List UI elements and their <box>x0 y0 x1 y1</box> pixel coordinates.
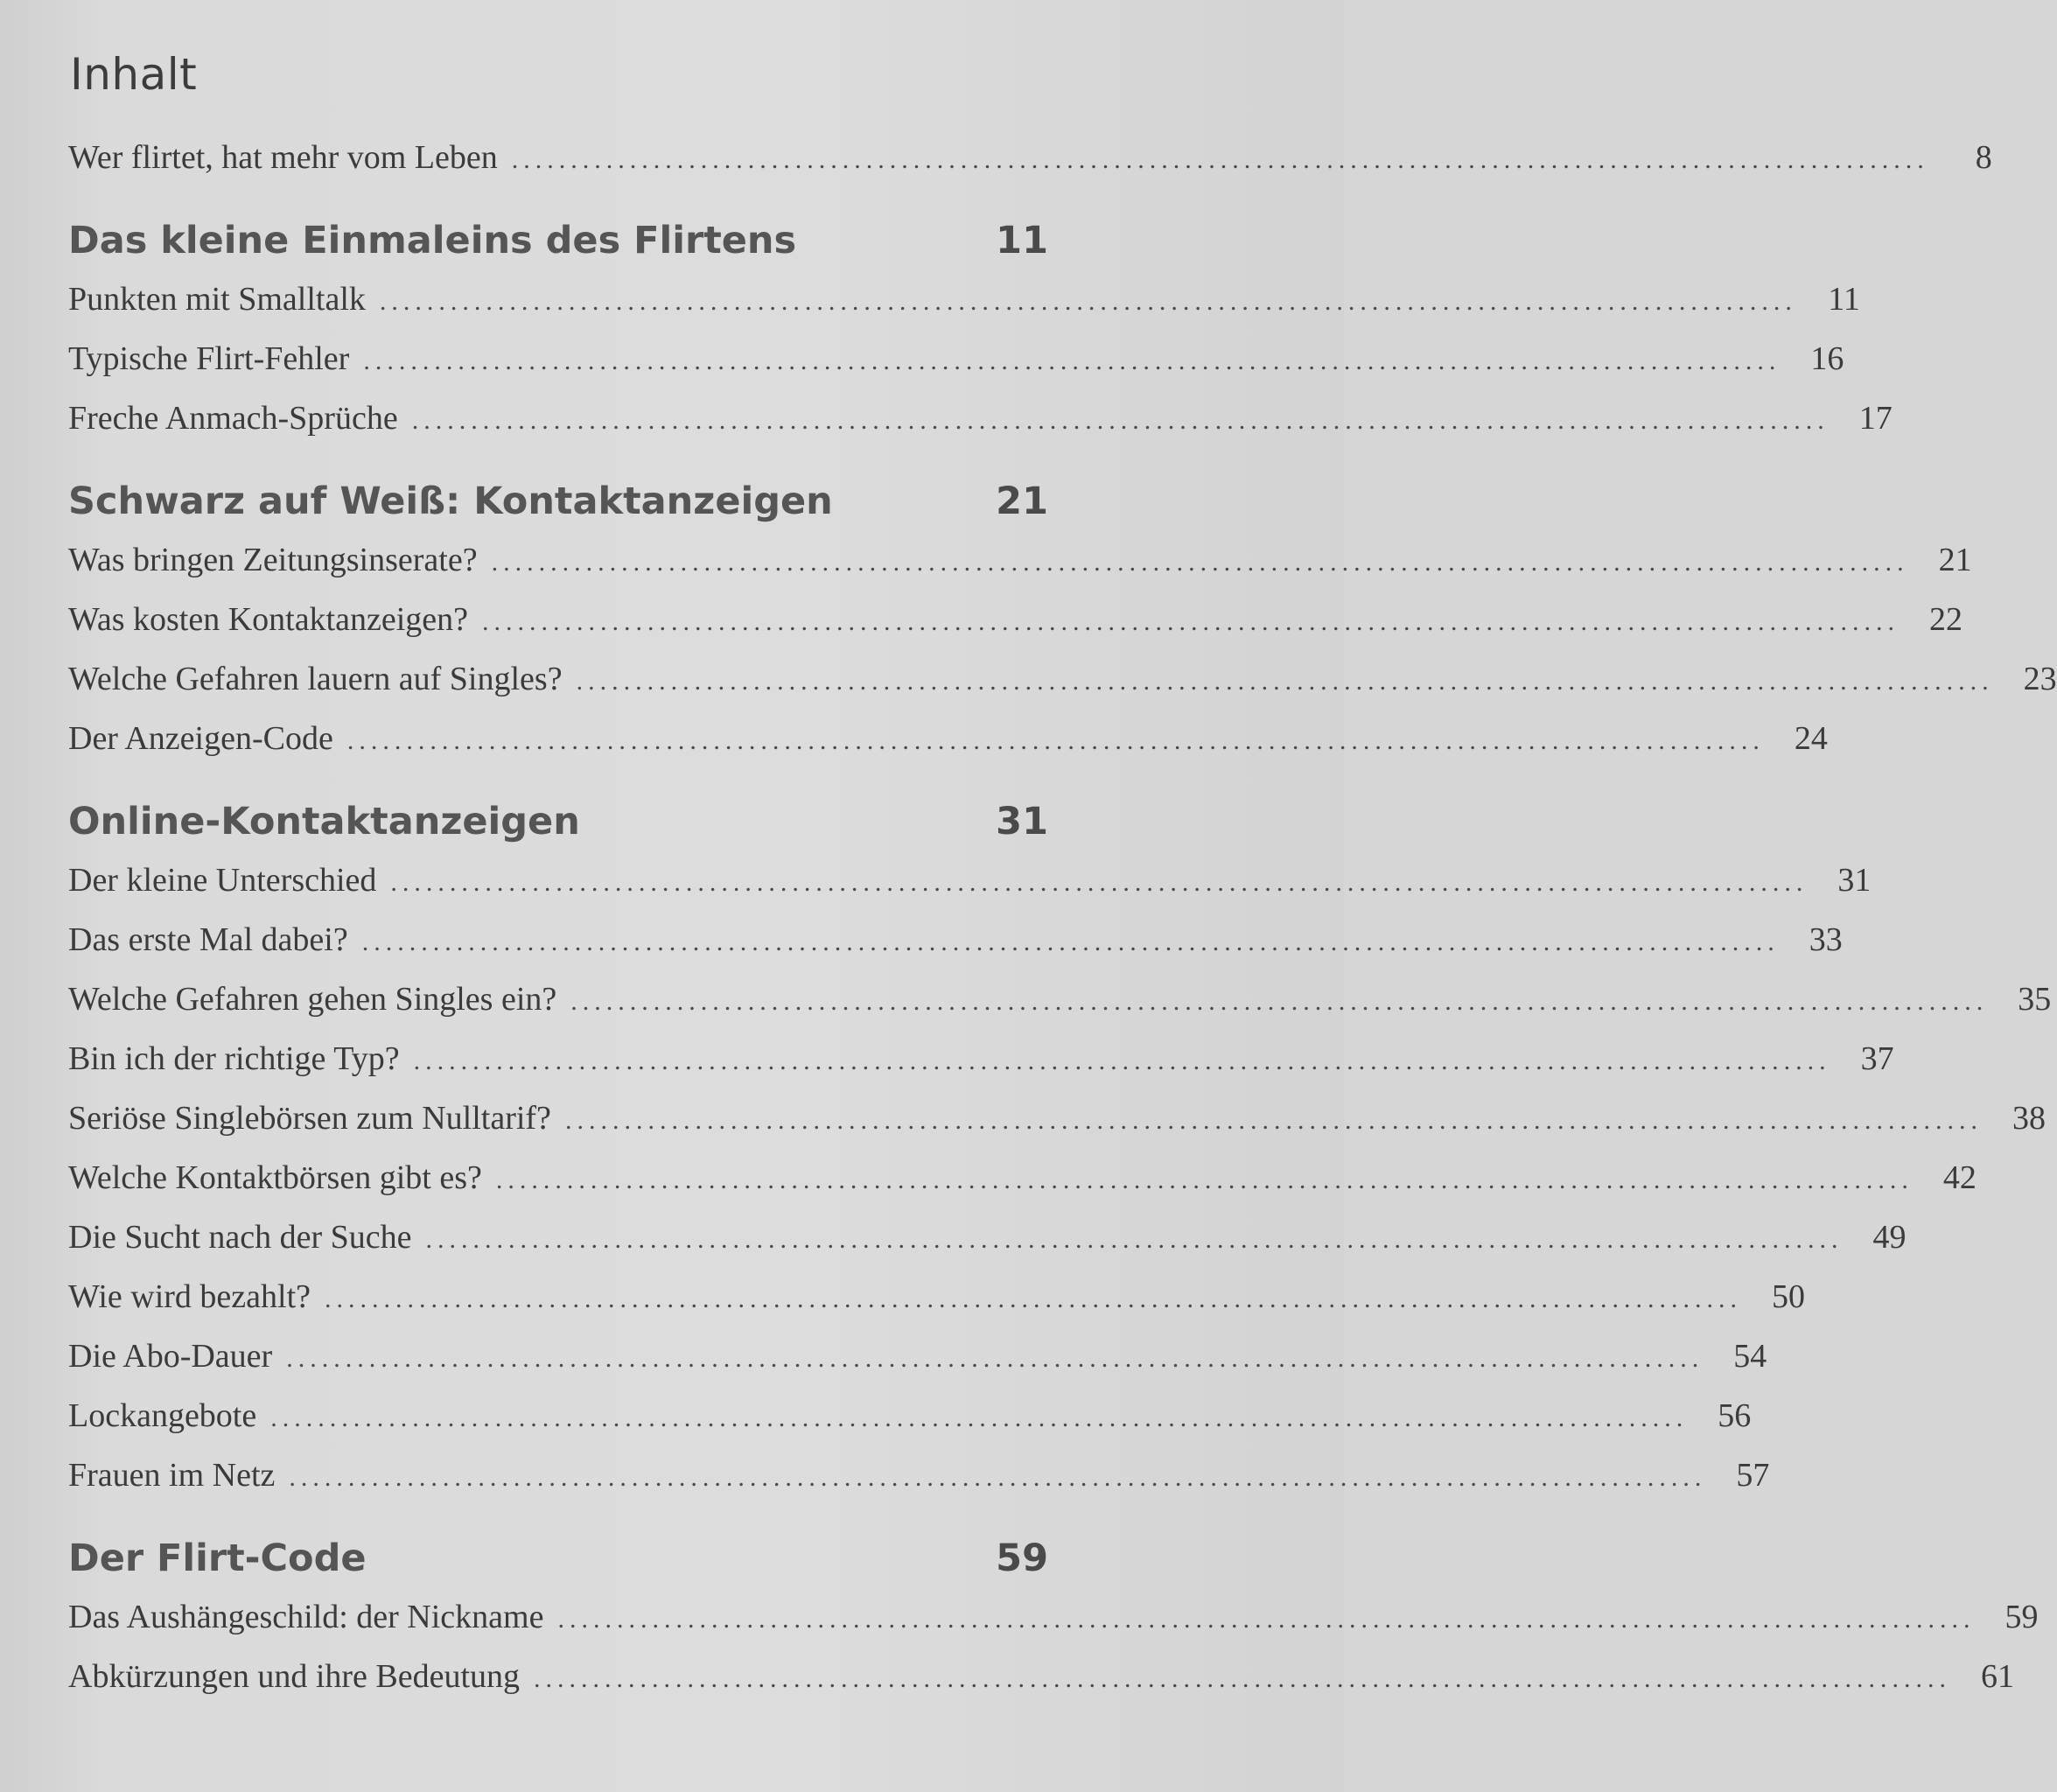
toc-entry <box>68 1337 1767 1396</box>
section-page: 31 <box>996 800 1048 844</box>
toc-entry <box>68 1278 1806 1337</box>
section-page: 21 <box>996 480 1048 523</box>
dot-leader: ........................................................................................................................ <box>482 607 1900 636</box>
toc-entry-label: Wer flirtet, hat mehr vom Leben <box>68 139 498 176</box>
dot-leader: ........................................................................................................................ <box>325 1284 1743 1313</box>
toc-entry <box>68 1396 1752 1456</box>
toc-entry-page: 11 <box>1828 281 1860 318</box>
toc-entry-page: 21 <box>1938 542 1972 578</box>
dot-leader: ........................................................................................................................ <box>346 726 1765 755</box>
toc-entry-label: Was kosten Kontaktanzeigen? <box>68 601 469 638</box>
dot-leader: ........................................................................................................................ <box>564 1106 1983 1135</box>
dot-leader: ........................................................................................................................ <box>557 1605 1976 1634</box>
section-title: Schwarz auf Weiß: Kontaktanzeigen <box>68 480 833 523</box>
toc-entry-page: 33 <box>1809 921 1843 958</box>
toc-entry <box>68 920 1843 980</box>
section-title: Das kleine Einmaleins des Flirtens <box>68 219 797 262</box>
toc-entry-page: 37 <box>1860 1040 1894 1077</box>
dot-leader: ........................................................................................................................ <box>270 1404 1689 1432</box>
toc-entry-label: Die Sucht nach der Suche <box>68 1219 412 1256</box>
toc-entry-label: Der kleine Unterschied <box>68 862 377 899</box>
toc-entry <box>68 980 2052 1040</box>
toc-entry <box>68 1158 1977 1218</box>
toc-entry-page: 59 <box>2005 1599 2039 1635</box>
toc-entry <box>68 861 1872 920</box>
toc-entry-intro <box>68 138 1992 198</box>
toc-entry-label: Was bringen Zeitungsinserate? <box>68 542 478 578</box>
toc-entry <box>68 719 1828 779</box>
dot-leader: ........................................................................................................................ <box>425 1225 1844 1254</box>
toc-entry-page: 50 <box>1772 1278 1806 1315</box>
toc-entry-label: Typische Flirt-Fehler <box>68 340 350 377</box>
section-page: 59 <box>996 1536 1048 1580</box>
dot-leader: ........................................................................................................................ <box>379 287 1797 316</box>
toc-section-heading <box>68 800 1048 861</box>
toc-section-heading <box>68 219 1048 280</box>
toc-entry <box>68 340 1844 399</box>
toc-entry-page: 22 <box>1929 601 1963 638</box>
toc-entry-label: Lockangebote <box>68 1397 257 1434</box>
toc-entry-page: 54 <box>1733 1338 1767 1375</box>
dot-leader: ........................................................................................................................ <box>570 987 1989 1016</box>
toc-entry-label: Welche Gefahren gehen Singles ein? <box>68 981 557 1018</box>
toc-entry-label: Das erste Mal dabei? <box>68 921 348 958</box>
toc-entry <box>68 541 1972 600</box>
toc-entry <box>68 600 1963 660</box>
toc-entry <box>68 1099 2046 1158</box>
toc-entry <box>68 280 1860 340</box>
dot-leader: ........................................................................................................................ <box>390 868 1809 897</box>
toc-entry-page: 42 <box>1942 1159 1977 1196</box>
toc-entry-page: 8 <box>1975 139 1992 176</box>
toc-entry-label: Frauen im Netz <box>68 1457 276 1494</box>
toc-entry-label: Seriöse Singlebörsen zum Nulltarif? <box>68 1100 551 1137</box>
toc-sections <box>68 219 2057 1717</box>
toc-entry-page: 56 <box>1718 1397 1752 1434</box>
dot-leader: ........................................................................................................................ <box>511 145 1929 174</box>
dot-leader: ........................................................................................................................ <box>289 1463 1707 1492</box>
toc-entry-page: 49 <box>1872 1219 1907 1256</box>
toc-entry-page: 23 <box>2023 661 2057 697</box>
section-title: Online-Kontaktanzeigen <box>68 800 580 844</box>
toc-entry-label: Der Anzeigen-Code <box>68 720 333 757</box>
toc-section-heading <box>68 480 1048 541</box>
toc-entry <box>68 1040 1894 1099</box>
toc-entry-page: 24 <box>1794 720 1828 757</box>
dot-leader: ........................................................................................................................ <box>411 406 1830 435</box>
toc-entry-page: 38 <box>2012 1100 2046 1137</box>
toc-entry <box>68 1598 2039 1657</box>
toc-entry-page: 57 <box>1736 1457 1770 1494</box>
toc-entry <box>68 1657 2015 1717</box>
dot-leader: ........................................................................................................................ <box>413 1046 1831 1075</box>
dot-leader: ........................................................................................................................ <box>495 1166 1914 1194</box>
dot-leader: ........................................................................................................................ <box>363 346 1781 375</box>
toc-entry <box>68 660 2057 719</box>
toc-entry-label: Das Aushängeschild: der Nickname <box>68 1599 544 1635</box>
toc-section-heading <box>68 1536 1048 1598</box>
toc-entry-label: Abkürzungen und ihre Bedeutung <box>68 1658 521 1695</box>
toc-entry-label: Freche Anmach-Sprüche <box>68 400 398 437</box>
toc-entry <box>68 399 1893 458</box>
toc-entry-label: Bin ich der richtige Typ? <box>68 1040 400 1077</box>
toc-entry-label: Welche Gefahren lauern auf Singles? <box>68 661 563 697</box>
section-title: Der Flirt-Code <box>68 1536 367 1580</box>
toc-entry-page: 61 <box>1981 1658 2015 1695</box>
section-page: 11 <box>996 219 1048 262</box>
toc-entry-page: 16 <box>1810 340 1844 377</box>
toc-entry-page: 31 <box>1837 862 1872 899</box>
table-of-contents <box>68 49 2057 1717</box>
toc-entry-label: Punkten mit Smalltalk <box>68 281 366 318</box>
toc-entry-label: Die Abo-Dauer <box>68 1338 273 1375</box>
toc-entry-page: 35 <box>2018 981 2052 1018</box>
toc-heading: Inhalt <box>70 49 198 100</box>
dot-leader: ........................................................................................................................ <box>361 928 1780 956</box>
toc-entry <box>68 1218 1907 1278</box>
dot-leader: ........................................................................................................................ <box>576 667 1994 696</box>
dot-leader: ........................................................................................................................ <box>286 1344 1704 1373</box>
toc-entry-label: Welche Kontaktbörsen gibt es? <box>68 1159 482 1196</box>
toc-entry-page: 17 <box>1858 400 1893 437</box>
toc-entry <box>68 1456 1770 1516</box>
dot-leader: ........................................................................................................................ <box>491 548 1909 577</box>
dot-leader: ........................................................................................................................ <box>534 1664 1952 1693</box>
toc-entry-label: Wie wird bezahlt? <box>68 1278 311 1315</box>
